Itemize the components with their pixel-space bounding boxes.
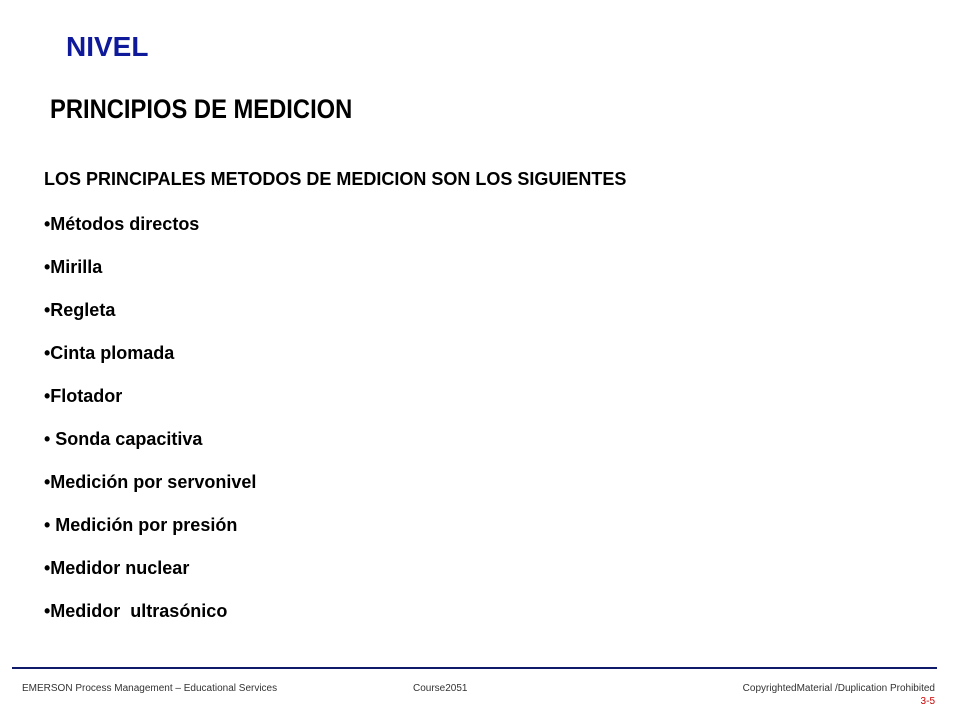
footer-divider <box>12 667 937 669</box>
list-item: •Regleta <box>44 300 116 320</box>
list-item: •Cinta plomada <box>44 343 175 363</box>
page-number: 3-5 <box>920 696 935 707</box>
footer-company: EMERSON Process Management – Educational Services <box>22 683 278 694</box>
intro-text: LOS PRINCIPALES METODOS DE MEDICION SON LOS SIGUIENTES <box>44 169 627 189</box>
section-title: PRINCIPIOS DE MEDICION <box>50 94 353 124</box>
list-item: • Sonda capacitiva <box>44 429 203 449</box>
list-item: • Medición por presión <box>44 515 238 535</box>
footer-copyright: CopyrightedMaterial /Duplication Prohibited <box>742 683 935 694</box>
list-item: •Medición por servonivel <box>44 472 257 492</box>
list-item: •Flotador <box>44 386 123 406</box>
slide-title: NIVEL <box>66 31 149 62</box>
list-item: •Medidor nuclear <box>44 558 190 578</box>
footer-course: Course2051 <box>413 683 468 694</box>
list-item: •Mirilla <box>44 257 103 277</box>
method-list <box>44 212 256 642</box>
list-item: •Métodos directos <box>44 214 200 234</box>
list-item: •Medidor ultrasónico <box>44 601 228 621</box>
